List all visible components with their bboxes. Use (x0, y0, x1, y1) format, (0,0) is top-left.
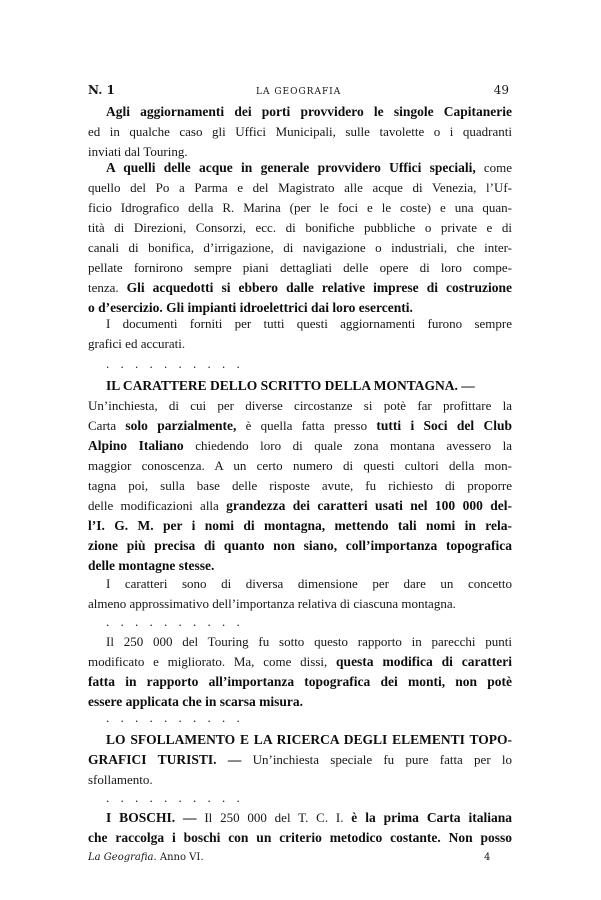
text-line: maggior conoscenza. A un certo numero di questi cultori della mon- (88, 458, 512, 473)
text-line: zione più precisa di quanto non siano, coll’importanza topografica (88, 538, 512, 553)
text-line: Il 250 000 del Touring fu sotto questo rapporto in parecchi punti (106, 634, 512, 649)
text-line: tenza. Gli acquedotti si ebbero dalle relative imprese di costruzione (88, 280, 512, 295)
section-dots: . . . . . . . . . . (106, 710, 244, 725)
section-heading: IL CARATTERE DELLO SCRITTO DELLA MONTAGNA. — (106, 378, 475, 393)
header-page-number: 49 (493, 83, 509, 97)
text-line: delle montagne stesse. (88, 558, 215, 573)
footer-journal-volume: La Geografia. Anno VI. (88, 852, 204, 863)
text-line: fatta in rapporto all’importanza topografica dei monti, non potè (88, 674, 512, 689)
text-line: quello del Po a Parma e del Magistrato alle acque di Venezia, l’Uf- (88, 180, 512, 195)
section-dots: . . . . . . . . . . (106, 356, 244, 371)
text-line: tagna poi, sulla base delle risposte avute, fu richiesto di proporre (88, 478, 512, 493)
text-line: ficio Idrografico della R. Marina (per le foci e le coste) e una quan- (88, 200, 512, 215)
text-line: grafici ed accurati. (88, 336, 186, 351)
text-line: I documenti forniti per tutti questi aggiornamenti furono sempre (106, 316, 512, 331)
section-dots: . . . . . . . . . . (106, 614, 244, 629)
text-line: sfollamento. (88, 772, 153, 787)
text-line: ed in qualche caso gli Uffici Municipali, sulle tavolette o i quadranti (88, 124, 512, 139)
text-line: tità di Direzioni, Consorzi, ecc. di bonifiche pubbliche o private e di (88, 220, 512, 235)
text-line: I caratteri sono di diversa dimensione per dare un concetto (106, 576, 512, 591)
text-line: l’I. G. M. per i nomi di montagna, mettendo tali nomi in rela- (88, 518, 512, 533)
header-issue-number: N. 1 (88, 83, 115, 97)
text-line: che raccolga i boschi con un criterio metodico costante. Non posso (88, 830, 512, 845)
text-line: Un’inchiesta, di cui per diverse circostanze si potè far profittare la (88, 398, 512, 413)
text-line: pellate fornirono sempre piani dettagliati delle opere di loro compe- (88, 260, 512, 275)
section-heading: LO SFOLLAMENTO E LA RICERCA DEGLI ELEMENTI TOPO- (106, 732, 512, 747)
text-line: Carta solo parzialmente, è quella fatta presso tutti i Soci del Club (88, 418, 512, 433)
text-line: almeno approssimativo dell’importanza relativa di ciascuna montagna. (88, 596, 456, 611)
text-line: o d’esercizio. Gli impianti idroelettrici dai loro esercenti. (88, 300, 413, 315)
footer-signature-mark: 4 (484, 852, 491, 863)
text-line: Alpino Italiano chiedendo loro di quale zona montana avessero la (88, 438, 512, 453)
text-line: canali di bonifica, d’irrigazione, di navigazione o industriali, che inter- (88, 240, 512, 255)
text-line: A quelli delle acque in generale provvidero Uffici speciali, come (106, 160, 512, 175)
text-line: essere applicata che in scarsa misura. (88, 694, 303, 709)
text-line: Agli aggiornamenti dei porti provvidero le singole Capitanerie (106, 104, 512, 119)
header-journal-title: LA GEOGRAFIA (256, 87, 342, 97)
text-line: modificato e migliorato. Ma, come dissi, questa modifica di caratteri (88, 654, 512, 669)
section-heading: I BOSCHI. — Il 250 000 del T. C. I. è la prima Carta italiana (106, 810, 512, 825)
text-line: delle modificazioni alla grandezza dei caratteri usati nel 100 000 del- (88, 498, 512, 513)
text-line: GRAFICI TURISTI. — Un’inchiesta speciale fu pure fatta per lo (88, 752, 512, 767)
section-dots: . . . . . . . . . . (106, 790, 244, 805)
text-line: inviati dal Touring. (88, 144, 188, 159)
